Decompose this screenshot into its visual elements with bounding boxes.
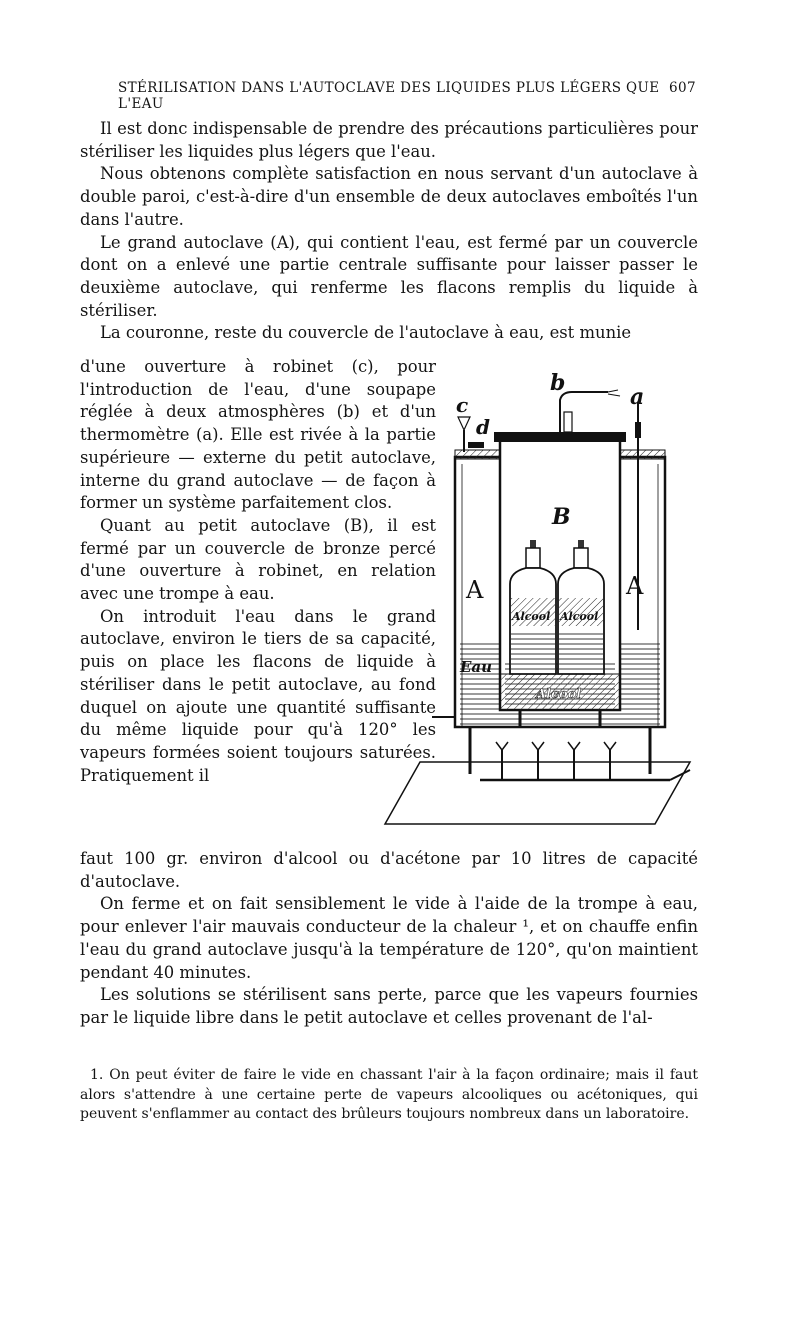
page-number: 607: [669, 80, 696, 96]
paragraph: Les solutions se stérilisent sans perte, parce que les vapeurs fournies par le liquide libre dans le petit autoclave et celles provenant de l'al-: [80, 985, 698, 1027]
autoclave-diagram: [380, 362, 700, 842]
label-alcool-1: Alcool: [512, 610, 551, 623]
running-header: [118, 80, 696, 112]
paragraph: d'une ouverture à robinet (c), pour l'introduction de l'eau, d'une soupape réglée à deux atmosphères (b) et d'un thermomètre (a). Elle est rivée à la partie supérieure — externe du petit autoclave, interne du grand autoclave — de façon à former un système parfaitement clos.: [80, 357, 436, 513]
label-c: c: [456, 393, 469, 417]
label-d: d: [476, 415, 490, 439]
paragraph: On introduit l'eau dans le grand autoclave, environ le tiers de sa capacité, puis on place les flacons de liquide à stériliser dans le petit autoclave, au fond duquel on ajoute une quantité suffisante du même liquide pour qu'à 120° les vapeurs formées soient toujours saturées. Pratiquement il: [80, 606, 436, 785]
label-a: a: [630, 384, 645, 410]
label-alcool-2: Alcool: [560, 610, 599, 623]
top-text-block: [80, 118, 698, 345]
paragraph: On ferme et on fait sensiblement le vide à l'aide de la trompe à eau, pour enlever l'air mauvais conducteur de la chaleur ¹, et on chauffe enfin l'eau du grand autoclave jusqu'à la température de 120°, qu'on maintient pendant 40 minutes.: [80, 894, 698, 982]
paragraph: faut 100 gr. environ d'alcool ou d'acétone par 10 litres de capacité d'autoclave.: [80, 849, 698, 891]
burners: [480, 742, 690, 780]
label-A-right: A: [626, 572, 644, 600]
autoclave-figure: [380, 362, 700, 842]
paragraph: La couronne, reste du couvercle de l'autoclave à eau, est munie: [100, 323, 632, 343]
label-b: b: [550, 370, 566, 396]
paragraph: Quant au petit autoclave (B), il est fermé par un couvercle de bronze percé d'une ouverture à robinet, en relation avec une trompe à eau.: [80, 515, 436, 604]
footnote: [80, 1066, 698, 1125]
paragraph: Le grand autoclave (A), qui contient l'eau, est fermé par un couvercle dont on a enlevé une partie centrale suffisante pour laisser passer le deuxième autoclave, qui renferme les flacons remplis du liquide à stériliser.: [80, 232, 698, 320]
paragraph: Nous obtenons complète satisfaction en nous servant d'un autoclave à double paroi, c'est-à-dire d'un ensemble de deux autoclaves emboîtés l'un dans l'autre.: [80, 164, 698, 229]
bottom-text-block: [80, 848, 698, 1030]
label-B: B: [552, 504, 571, 530]
valve-b: [560, 390, 620, 432]
running-title: STÉRILISATION DANS L'AUTOCLAVE DES LIQUIDES PLUS LÉGERS QUE L'EAU: [118, 80, 660, 112]
label-A-left: A: [466, 576, 484, 604]
label-alcool-bottom: Alcool: [536, 687, 582, 702]
paragraph: Il est donc indispensable de prendre des précautions particulières pour stériliser les liquides plus légers que l'eau.: [80, 119, 698, 161]
footnote-text: 1. On peut éviter de faire le vide en chassant l'air à la façon ordinaire; mais il faut alors s'attendre à une certaine perte de vapeurs alcooliques ou acétoniques, qui peuvent s'enflammer au contact des brûleurs toujours nombreux dans un laboratoire.: [80, 1067, 698, 1122]
label-eau: Eau: [460, 658, 493, 676]
